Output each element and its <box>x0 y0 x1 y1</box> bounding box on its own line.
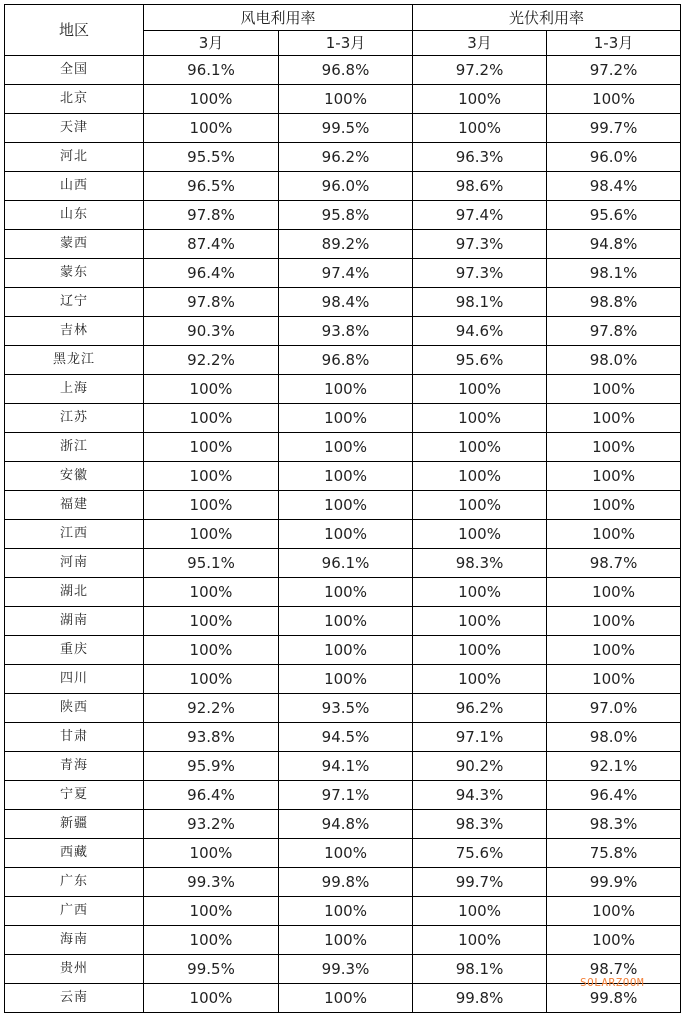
solar-q1-cell: 100% <box>547 375 681 404</box>
wind-q1-cell: 100% <box>279 433 413 462</box>
wind-utilization-header: 风电利用率 <box>144 5 413 31</box>
solar-march-cell: 100% <box>413 607 547 636</box>
region-cell: 广西 <box>5 897 144 926</box>
wind-q1-cell: 100% <box>279 85 413 114</box>
solar-q1-cell: 98.3% <box>547 810 681 839</box>
wind-q1-cell: 94.8% <box>279 810 413 839</box>
wind-q1-cell: 89.2% <box>279 230 413 259</box>
solar-q1-cell: 100% <box>547 462 681 491</box>
solar-march-cell: 95.6% <box>413 346 547 375</box>
region-header: 地区 <box>5 5 144 56</box>
region-cell: 蒙西 <box>5 230 144 259</box>
wind-q1-cell: 95.8% <box>279 201 413 230</box>
solar-q1-cell: 95.6% <box>547 201 681 230</box>
solar-march-cell: 98.3% <box>413 810 547 839</box>
solar-q1-cell: 98.1% <box>547 259 681 288</box>
solar-march-cell: 100% <box>413 520 547 549</box>
solar-q1-cell: 97.0% <box>547 694 681 723</box>
solar-q1-cell: 99.7% <box>547 114 681 143</box>
table-row <box>5 259 681 288</box>
header-row-groups <box>5 5 681 31</box>
region-cell: 海南 <box>5 926 144 955</box>
wind-q1-cell: 100% <box>279 665 413 694</box>
table-row <box>5 56 681 85</box>
wind-march-cell: 100% <box>144 984 279 1013</box>
region-cell: 湖北 <box>5 578 144 607</box>
region-cell: 河南 <box>5 549 144 578</box>
table-row <box>5 694 681 723</box>
wind-q1-cell: 98.4% <box>279 288 413 317</box>
solar-march-cell: 94.3% <box>413 781 547 810</box>
table-row <box>5 462 681 491</box>
wind-march-cell: 100% <box>144 607 279 636</box>
solar-march-cell: 98.1% <box>413 955 547 984</box>
table-row <box>5 404 681 433</box>
solar-march-cell: 100% <box>413 114 547 143</box>
wind-q1-cell: 100% <box>279 404 413 433</box>
wind-march-cell: 100% <box>144 520 279 549</box>
wind-q1-cell: 97.1% <box>279 781 413 810</box>
solar-march-cell: 96.2% <box>413 694 547 723</box>
table-row <box>5 288 681 317</box>
solar-q1-cell: 96.4% <box>547 781 681 810</box>
wind-march-cell: 100% <box>144 665 279 694</box>
wind-march-cell: 100% <box>144 578 279 607</box>
solar-march-header: 3月 <box>413 31 547 56</box>
region-cell: 西藏 <box>5 839 144 868</box>
table-row <box>5 578 681 607</box>
wind-march-cell: 100% <box>144 85 279 114</box>
region-cell: 广东 <box>5 868 144 897</box>
table-row <box>5 926 681 955</box>
table-row <box>5 781 681 810</box>
wind-march-cell: 96.1% <box>144 56 279 85</box>
solar-q1-cell: 96.0% <box>547 143 681 172</box>
solar-march-cell: 98.3% <box>413 549 547 578</box>
solar-q1-cell: 98.7% <box>547 955 681 984</box>
region-cell: 吉林 <box>5 317 144 346</box>
wind-march-cell: 92.2% <box>144 346 279 375</box>
solar-q1-cell: 75.8% <box>547 839 681 868</box>
wind-march-cell: 100% <box>144 114 279 143</box>
solar-q1-cell: 100% <box>547 607 681 636</box>
wind-march-cell: 96.4% <box>144 781 279 810</box>
solar-march-cell: 99.8% <box>413 984 547 1013</box>
solar-q1-cell: 98.0% <box>547 346 681 375</box>
region-cell: 云南 <box>5 984 144 1013</box>
wind-march-cell: 100% <box>144 636 279 665</box>
wind-q1-cell: 100% <box>279 375 413 404</box>
region-cell: 陕西 <box>5 694 144 723</box>
wind-q1-cell: 96.2% <box>279 143 413 172</box>
wind-march-cell: 96.5% <box>144 172 279 201</box>
table-row <box>5 607 681 636</box>
wind-march-cell: 97.8% <box>144 201 279 230</box>
table-row <box>5 201 681 230</box>
wind-q1-cell: 99.5% <box>279 114 413 143</box>
solar-march-cell: 98.1% <box>413 288 547 317</box>
table-row <box>5 810 681 839</box>
wind-q1-cell: 100% <box>279 491 413 520</box>
solar-march-cell: 97.1% <box>413 723 547 752</box>
table-row <box>5 317 681 346</box>
region-cell: 青海 <box>5 752 144 781</box>
utilization-table <box>4 4 681 1013</box>
wind-march-cell: 87.4% <box>144 230 279 259</box>
solar-march-cell: 100% <box>413 433 547 462</box>
solar-q1-cell: 99.8% <box>547 984 681 1013</box>
table-row <box>5 346 681 375</box>
wind-q1-header: 1-3月 <box>279 31 413 56</box>
solar-q1-cell: 100% <box>547 491 681 520</box>
solar-march-cell: 100% <box>413 85 547 114</box>
solar-march-cell: 97.3% <box>413 259 547 288</box>
solar-march-cell: 100% <box>413 665 547 694</box>
table-row <box>5 897 681 926</box>
region-cell: 新疆 <box>5 810 144 839</box>
wind-q1-cell: 99.3% <box>279 955 413 984</box>
solar-march-cell: 100% <box>413 926 547 955</box>
solar-q1-cell: 98.4% <box>547 172 681 201</box>
wind-march-cell: 99.5% <box>144 955 279 984</box>
region-cell: 黑龙江 <box>5 346 144 375</box>
wind-q1-cell: 96.0% <box>279 172 413 201</box>
wind-march-cell: 100% <box>144 404 279 433</box>
solar-q1-cell: 100% <box>547 433 681 462</box>
solar-march-cell: 90.2% <box>413 752 547 781</box>
region-cell: 蒙东 <box>5 259 144 288</box>
wind-march-cell: 100% <box>144 491 279 520</box>
region-cell: 江苏 <box>5 404 144 433</box>
wind-q1-cell: 94.5% <box>279 723 413 752</box>
region-cell: 辽宁 <box>5 288 144 317</box>
wind-q1-cell: 96.8% <box>279 56 413 85</box>
wind-q1-cell: 99.8% <box>279 868 413 897</box>
solar-q1-cell: 97.8% <box>547 317 681 346</box>
region-cell: 上海 <box>5 375 144 404</box>
solar-q1-cell: 98.0% <box>547 723 681 752</box>
solarzoom-watermark: SOLARZOOM <box>580 976 645 989</box>
solar-q1-cell: 100% <box>547 897 681 926</box>
region-cell: 北京 <box>5 85 144 114</box>
wind-march-cell: 100% <box>144 433 279 462</box>
table-row <box>5 491 681 520</box>
wind-march-cell: 93.2% <box>144 810 279 839</box>
table-row <box>5 85 681 114</box>
wind-march-cell: 97.8% <box>144 288 279 317</box>
region-cell: 四川 <box>5 665 144 694</box>
region-cell: 天津 <box>5 114 144 143</box>
wind-march-cell: 99.3% <box>144 868 279 897</box>
wind-q1-cell: 93.8% <box>279 317 413 346</box>
region-cell: 江西 <box>5 520 144 549</box>
wind-march-cell: 93.8% <box>144 723 279 752</box>
solar-march-cell: 100% <box>413 491 547 520</box>
region-cell: 全国 <box>5 56 144 85</box>
solar-march-cell: 100% <box>413 897 547 926</box>
solar-q1-cell: 100% <box>547 404 681 433</box>
solar-march-cell: 97.2% <box>413 56 547 85</box>
wind-q1-cell: 93.5% <box>279 694 413 723</box>
table-row <box>5 868 681 897</box>
wind-march-cell: 96.4% <box>144 259 279 288</box>
table-row <box>5 172 681 201</box>
solar-q1-cell: 94.8% <box>547 230 681 259</box>
solar-march-cell: 100% <box>413 636 547 665</box>
table-row <box>5 549 681 578</box>
solar-march-cell: 96.3% <box>413 143 547 172</box>
solar-q1-cell: 100% <box>547 926 681 955</box>
solar-q1-cell: 100% <box>547 578 681 607</box>
table-row <box>5 230 681 259</box>
region-cell: 重庆 <box>5 636 144 665</box>
solar-march-cell: 98.6% <box>413 172 547 201</box>
wind-march-cell: 95.9% <box>144 752 279 781</box>
wind-q1-cell: 100% <box>279 636 413 665</box>
wind-march-cell: 100% <box>144 375 279 404</box>
wind-march-cell: 95.5% <box>144 143 279 172</box>
solar-march-cell: 97.4% <box>413 201 547 230</box>
table-body <box>5 56 681 1013</box>
wind-q1-cell: 100% <box>279 926 413 955</box>
table-row <box>5 636 681 665</box>
solar-q1-cell: 100% <box>547 636 681 665</box>
solar-march-cell: 100% <box>413 462 547 491</box>
solar-march-cell: 75.6% <box>413 839 547 868</box>
solar-march-cell: 100% <box>413 578 547 607</box>
region-cell: 湖南 <box>5 607 144 636</box>
solar-q1-cell: 92.1% <box>547 752 681 781</box>
wind-q1-cell: 100% <box>279 897 413 926</box>
region-cell: 安徽 <box>5 462 144 491</box>
wind-march-cell: 100% <box>144 462 279 491</box>
region-cell: 河北 <box>5 143 144 172</box>
wind-march-cell: 100% <box>144 897 279 926</box>
wind-q1-cell: 100% <box>279 520 413 549</box>
table-row <box>5 665 681 694</box>
solar-q1-header: 1-3月 <box>547 31 681 56</box>
wind-q1-cell: 94.1% <box>279 752 413 781</box>
solar-march-cell: 97.3% <box>413 230 547 259</box>
solar-q1-cell: 97.2% <box>547 56 681 85</box>
region-cell: 福建 <box>5 491 144 520</box>
solar-q1-cell: 99.9% <box>547 868 681 897</box>
region-cell: 山东 <box>5 201 144 230</box>
table-row <box>5 839 681 868</box>
region-cell: 浙江 <box>5 433 144 462</box>
wind-march-cell: 92.2% <box>144 694 279 723</box>
solar-march-cell: 94.6% <box>413 317 547 346</box>
region-cell: 山西 <box>5 172 144 201</box>
solar-q1-cell: 100% <box>547 665 681 694</box>
table-row <box>5 433 681 462</box>
wind-q1-cell: 100% <box>279 984 413 1013</box>
wind-q1-cell: 100% <box>279 578 413 607</box>
wind-march-header: 3月 <box>144 31 279 56</box>
table-row <box>5 723 681 752</box>
wind-q1-cell: 100% <box>279 839 413 868</box>
wind-q1-cell: 96.1% <box>279 549 413 578</box>
table-row <box>5 520 681 549</box>
table-row <box>5 375 681 404</box>
solar-q1-cell: 98.7% <box>547 549 681 578</box>
table-row <box>5 114 681 143</box>
solar-q1-cell: 100% <box>547 85 681 114</box>
region-cell: 宁夏 <box>5 781 144 810</box>
wind-q1-cell: 96.8% <box>279 346 413 375</box>
wind-march-cell: 90.3% <box>144 317 279 346</box>
region-cell: 贵州 <box>5 955 144 984</box>
wind-march-cell: 100% <box>144 926 279 955</box>
wind-q1-cell: 100% <box>279 462 413 491</box>
solar-q1-cell: 100% <box>547 520 681 549</box>
wind-q1-cell: 97.4% <box>279 259 413 288</box>
solar-q1-cell: 98.8% <box>547 288 681 317</box>
region-cell: 甘肃 <box>5 723 144 752</box>
wind-q1-cell: 100% <box>279 607 413 636</box>
solar-march-cell: 100% <box>413 375 547 404</box>
solar-march-cell: 100% <box>413 404 547 433</box>
wind-march-cell: 100% <box>144 839 279 868</box>
wind-march-cell: 95.1% <box>144 549 279 578</box>
solar-march-cell: 99.7% <box>413 868 547 897</box>
table-row <box>5 143 681 172</box>
table-row <box>5 752 681 781</box>
solar-utilization-header: 光伏利用率 <box>413 5 681 31</box>
